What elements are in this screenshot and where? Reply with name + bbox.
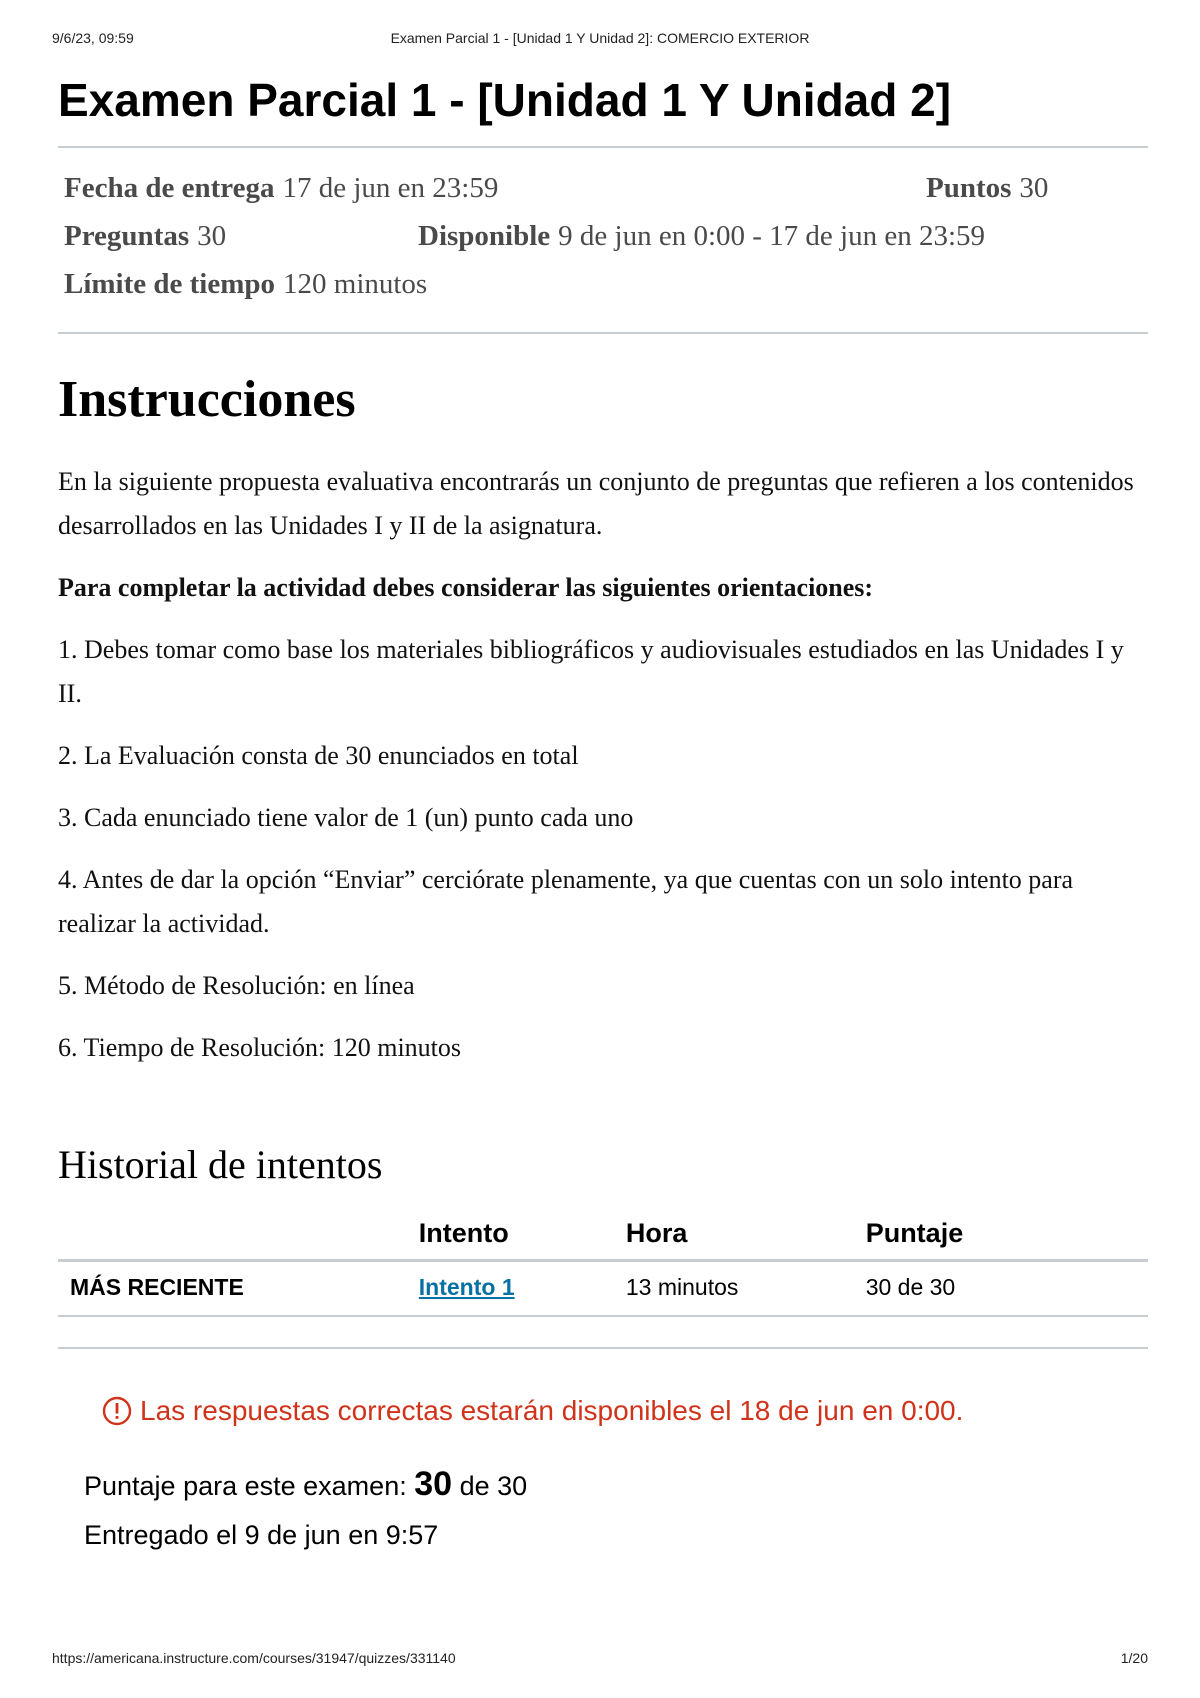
quiz-score: [84, 1465, 1148, 1504]
print-datetime: 9/6/23, 09:59: [52, 30, 134, 46]
attempt-tag: MÁS RECIENTE: [58, 1261, 407, 1317]
print-page-indicator: 1/20: [1120, 1650, 1148, 1666]
column-header-attempt: Intento: [407, 1212, 614, 1261]
attempt-time: 13 minutos: [614, 1261, 854, 1317]
orientations-heading: Para completar la actividad debes considerar las siguientes orientaciones:: [58, 573, 874, 602]
table-header-row: [58, 1212, 1148, 1261]
submitted-at: Entregado el 9 de jun en 9:57: [84, 1520, 439, 1550]
instruction-item: 6. Tiempo de Resolución: 120 minutos: [58, 1033, 462, 1062]
availability-label: Disponible: [418, 220, 551, 252]
availability-value: 9 de jun en 0:00 - 17 de jun en 23:59: [558, 220, 986, 252]
attempt-cell: [407, 1261, 614, 1317]
notice-text: Las respuestas correctas estarán disponibles el 18 de jun en 0:00.: [140, 1395, 964, 1426]
time-limit-value: 120 minutos: [283, 268, 428, 300]
due-date-value: 17 de jun en 23:59: [282, 172, 499, 204]
availability: [418, 220, 985, 253]
print-footer: [52, 1650, 1148, 1668]
points-value: 30: [1019, 172, 1049, 204]
column-header-score: Puntaje: [854, 1212, 1148, 1261]
print-url: https://americana.instructure.com/courses/31947/quizzes/331140: [52, 1650, 456, 1666]
instructions-intro: En la siguiente propuesta evaluativa encontrarás un conjunto de preguntas que refieren a los contenidos desarrollados en las Unidades I y II de la asignatura.: [58, 467, 1134, 540]
divider: [58, 1347, 1148, 1349]
column-header-time: Hora: [614, 1212, 854, 1261]
instruction-item: 4. Antes de dar la opción “Enviar” cerciórate plenamente, ya que cuentas con un solo intento para realizar la actividad.: [58, 865, 1074, 938]
score-suffix: de 30: [459, 1471, 528, 1501]
attempt-link[interactable]: Intento 1: [418, 1274, 515, 1300]
attempt-score: 30 de 30: [854, 1261, 1148, 1317]
instructions-body: [58, 460, 1148, 1070]
score-prefix: Puntaje para este examen:: [84, 1471, 407, 1501]
quiz-content: [58, 68, 1148, 1551]
questions: [64, 220, 226, 253]
points-label: Puntos: [926, 172, 1012, 204]
questions-label: Preguntas: [64, 220, 190, 252]
print-header: [52, 30, 1148, 48]
column-header-tag: [58, 1212, 407, 1261]
instruction-item: 5. Método de Resolución: en línea: [58, 971, 415, 1000]
history-heading: Historial de intentos: [58, 1142, 383, 1187]
instruction-item: 3. Cada enunciado tiene valor de 1 (un) punto cada uno: [58, 803, 634, 832]
instructions-heading: Instrucciones: [58, 371, 356, 428]
instruction-item: 2. La Evaluación consta de 30 enunciados en total: [58, 741, 579, 770]
time-limit-label: Límite de tiempo: [64, 268, 276, 300]
table-row: [58, 1261, 1148, 1317]
page-title: Examen Parcial 1 - [Unidad 1 Y Unidad 2]: [58, 68, 1148, 148]
score-value: 30: [414, 1465, 453, 1503]
due-date: [64, 172, 498, 205]
due-date-label: Fecha de entrega: [64, 172, 275, 204]
quiz-details: [58, 148, 1148, 334]
time-limit: [64, 268, 427, 301]
instruction-item: 1. Debes tomar como base los materiales bibliográficos y audiovisuales estudiados en las Unidades I y II.: [58, 635, 1124, 708]
questions-value: 30: [197, 220, 227, 252]
answers-availability-notice: [102, 1395, 1148, 1427]
attempt-history-table: [58, 1212, 1148, 1317]
print-page-title: Examen Parcial 1 - [Unidad 1 Y Unidad 2]: COMERCIO EXTERIOR: [390, 30, 810, 46]
warning-circle-icon: [102, 1396, 132, 1426]
points: [926, 172, 1048, 205]
